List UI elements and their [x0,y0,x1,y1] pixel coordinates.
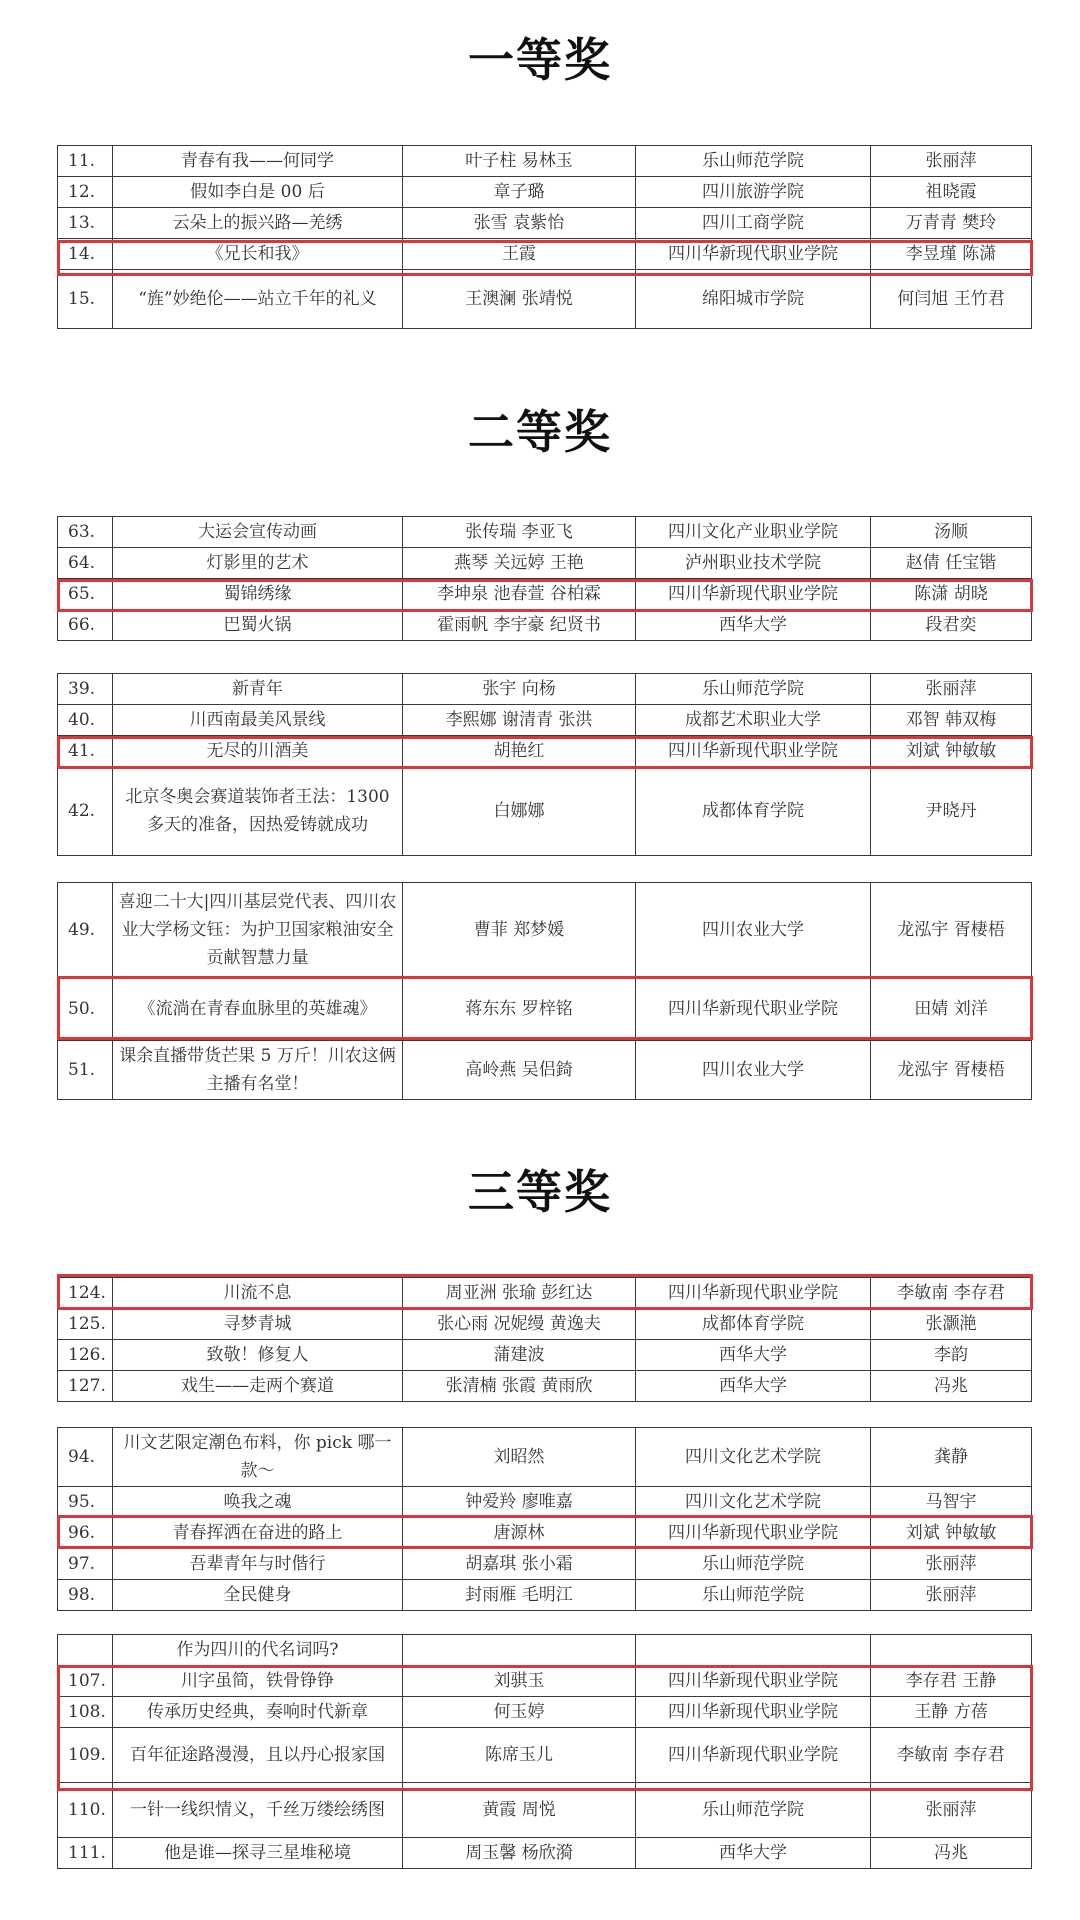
table-row [58,1635,1032,1666]
table-row [58,239,1032,270]
cell-school: 四川华新现代职业学院 [636,736,871,767]
cell-no: 12. [58,177,113,208]
cell-authors: 张清楠 张霞 黄雨欣 [403,1371,636,1402]
cell-teachers: 何闫旭 王竹君 [871,270,1032,329]
cell-authors: 胡嘉琪 张小霜 [403,1549,636,1580]
table-row [58,270,1032,329]
cell-teachers: 马智宇 [871,1487,1032,1518]
cell-authors: 封雨雁 毛明江 [403,1580,636,1611]
cell-title: 戏生——走两个赛道 [113,1371,403,1402]
cell-title: 全民健身 [113,1580,403,1611]
cell-no: 110. [58,1783,113,1838]
cell-no: 39. [58,674,113,705]
cell-teachers: 张丽萍 [871,1580,1032,1611]
cell-school: 四川华新现代职业学院 [636,1666,871,1697]
cell-teachers: 冯兆 [871,1838,1032,1869]
cell-no: 15. [58,270,113,329]
table-row [58,1666,1032,1697]
cell-school: 四川华新现代职业学院 [636,978,871,1041]
cell-teachers: 万青青 樊玲 [871,208,1032,239]
cell-school: 乐山师范学院 [636,1549,871,1580]
cell-authors: 王澳澜 张靖悦 [403,270,636,329]
cell-authors: 张宇 向杨 [403,674,636,705]
cell-teachers: 祖晓霞 [871,177,1032,208]
cell-no: 14. [58,239,113,270]
cell-school: 四川文化艺术学院 [636,1487,871,1518]
cell-title: 假如李白是 00 后 [113,177,403,208]
cell-authors: 刘昭然 [403,1428,636,1487]
third-prize-table-c [57,1634,1032,1869]
cell-authors: 刘骐玉 [403,1666,636,1697]
cell-authors: 蒲建波 [403,1340,636,1371]
cell-no: 41. [58,736,113,767]
table-row [58,1697,1032,1728]
cell-authors: 黄霞 周悦 [403,1783,636,1838]
cell-teachers: 张丽萍 [871,1549,1032,1580]
cell-title: 川文艺限定潮色布料，你 pick 哪一款～ [113,1428,403,1487]
cell-no: 111. [58,1838,113,1869]
cell-authors: 燕琴 关远婷 王艳 [403,548,636,579]
table-row [58,208,1032,239]
table-row [58,978,1032,1041]
cell-teachers: 张丽萍 [871,674,1032,705]
cell-school: 四川农业大学 [636,1041,871,1100]
cell-title: 云朵上的振兴路—羌绣 [113,208,403,239]
cell-title: 一针一线织情义，千丝万缕绘绣图 [113,1783,403,1838]
cell-school: 四川华新现代职业学院 [636,1518,871,1549]
cell-school: 乐山师范学院 [636,1783,871,1838]
cell-no: 96. [58,1518,113,1549]
cell-title: 蜀锦绣缘 [113,579,403,610]
cell-no: 63. [58,517,113,548]
cell-teachers: 龚静 [871,1428,1032,1487]
cell-authors: 唐源林 [403,1518,636,1549]
cell-no: 109. [58,1728,113,1783]
cell-title: 作为四川的代名词吗? [113,1635,403,1666]
cell-school: 西华大学 [636,1838,871,1869]
cell-title: 吾辈青年与时偕行 [113,1549,403,1580]
table-row [58,1518,1032,1549]
cell-school: 成都体育学院 [636,1309,871,1340]
cell-authors: 钟爱羚 廖唯嘉 [403,1487,636,1518]
cell-authors: 白娜娜 [403,767,636,856]
cell-title: 传承历史经典，奏响时代新章 [113,1697,403,1728]
cell-no: 127. [58,1371,113,1402]
cell-teachers: 段君奕 [871,610,1032,641]
second-prize-table-a [57,516,1032,641]
heading-third-prize: 三等奖 [468,1165,612,1219]
cell-title: 巴蜀火锅 [113,610,403,641]
cell-no: 11. [58,146,113,177]
cell-no: 125. [58,1309,113,1340]
cell-no: 51. [58,1041,113,1100]
cell-no: 13. [58,208,113,239]
cell-title: 青春挥洒在奋进的路上 [113,1518,403,1549]
cell-school: 四川文化产业职业学院 [636,517,871,548]
cell-school: 四川华新现代职业学院 [636,1697,871,1728]
table-row [58,1580,1032,1611]
cell-teachers: 李存君 王静 [871,1666,1032,1697]
cell-no: 107. [58,1666,113,1697]
cell-school: 四川华新现代职业学院 [636,239,871,270]
cell-title: “旌”妙绝伦——站立千年的礼义 [113,270,403,329]
cell-no: 124. [58,1278,113,1309]
cell-school: 四川文化艺术学院 [636,1428,871,1487]
cell-no: 66. [58,610,113,641]
cell-no [58,1635,113,1666]
cell-no: 64. [58,548,113,579]
cell-no: 50. [58,978,113,1041]
cell-authors: 何玉婷 [403,1697,636,1728]
cell-authors [403,1635,636,1666]
cell-teachers: 张丽萍 [871,1783,1032,1838]
cell-authors: 李熙娜 谢清青 张洪 [403,705,636,736]
table-row [58,1041,1032,1100]
table-row [58,517,1032,548]
cell-title: 灯影里的艺术 [113,548,403,579]
third-prize-table-a [57,1277,1032,1402]
cell-title: 川西南最美风景线 [113,705,403,736]
table-row [58,1428,1032,1487]
cell-school: 四川农业大学 [636,883,871,978]
cell-title: 新青年 [113,674,403,705]
cell-title: 百年征途路漫漫，且以丹心报家国 [113,1728,403,1783]
cell-school: 西华大学 [636,1371,871,1402]
cell-authors: 张雪 袁紫怡 [403,208,636,239]
table-row [58,767,1032,856]
cell-teachers: 李敏南 李存君 [871,1728,1032,1783]
cell-authors: 周玉馨 杨欣漪 [403,1838,636,1869]
table-row [58,1549,1032,1580]
cell-school: 四川工商学院 [636,208,871,239]
cell-school: 四川旅游学院 [636,177,871,208]
cell-authors: 章子璐 [403,177,636,208]
cell-school: 四川华新现代职业学院 [636,1278,871,1309]
cell-authors: 张心雨 况妮缦 黄逸夫 [403,1309,636,1340]
table-row [58,610,1032,641]
cell-teachers: 李昱瑾 陈潇 [871,239,1032,270]
cell-teachers [871,1635,1032,1666]
cell-title: 唤我之魂 [113,1487,403,1518]
heading-second-prize: 二等奖 [468,405,612,459]
cell-school: 西华大学 [636,1340,871,1371]
cell-title: 《兄长和我》 [113,239,403,270]
cell-teachers: 尹晓丹 [871,767,1032,856]
cell-title: 大运会宣传动画 [113,517,403,548]
cell-no: 40. [58,705,113,736]
second-prize-table-c [57,882,1032,1100]
cell-title: 川流不息 [113,1278,403,1309]
cell-title: 课余直播带货芒果 5 万斤！川农这俩主播有名堂！ [113,1041,403,1100]
cell-school: 西华大学 [636,610,871,641]
table-row [58,146,1032,177]
cell-no: 42. [58,767,113,856]
cell-no: 95. [58,1487,113,1518]
cell-title: 无尽的川酒美 [113,736,403,767]
cell-teachers: 刘斌 钟敏敏 [871,736,1032,767]
cell-teachers: 李韵 [871,1340,1032,1371]
cell-school: 乐山师范学院 [636,146,871,177]
cell-teachers: 赵倩 任宝锴 [871,548,1032,579]
table-row [58,705,1032,736]
cell-authors: 陈席玉儿 [403,1728,636,1783]
cell-no: 94. [58,1428,113,1487]
cell-no: 98. [58,1580,113,1611]
cell-teachers: 李敏南 李存君 [871,1278,1032,1309]
cell-teachers: 邓智 韩双梅 [871,705,1032,736]
cell-authors: 高岭燕 吴侣錡 [403,1041,636,1100]
second-prize-table-b [57,673,1032,856]
table-row [58,1728,1032,1783]
cell-no: 126. [58,1340,113,1371]
cell-teachers: 张灏滟 [871,1309,1032,1340]
cell-authors: 周亚洲 张瑜 彭红达 [403,1278,636,1309]
heading-first-prize: 一等奖 [468,33,612,87]
cell-title: 致敬！修复人 [113,1340,403,1371]
cell-authors: 王霞 [403,239,636,270]
cell-authors: 霍雨帆 李宇豪 纪贤书 [403,610,636,641]
cell-authors: 蒋东东 罗梓铭 [403,978,636,1041]
table-row [58,1371,1032,1402]
cell-no: 65. [58,579,113,610]
table-row [58,1838,1032,1869]
cell-teachers: 刘斌 钟敏敏 [871,1518,1032,1549]
cell-authors: 曹菲 郑梦媛 [403,883,636,978]
third-prize-table-b [57,1427,1032,1611]
cell-teachers: 汤顺 [871,517,1032,548]
table-row [58,548,1032,579]
cell-authors: 张传瑞 李亚飞 [403,517,636,548]
table-row [58,736,1032,767]
cell-title: 他是谁—探寻三星堆秘境 [113,1838,403,1869]
cell-no: 49. [58,883,113,978]
first-prize-table [57,145,1032,329]
cell-school: 乐山师范学院 [636,1580,871,1611]
cell-teachers: 陈潇 胡晓 [871,579,1032,610]
cell-teachers: 田婧 刘洋 [871,978,1032,1041]
cell-no: 97. [58,1549,113,1580]
cell-school [636,1635,871,1666]
cell-teachers: 张丽萍 [871,146,1032,177]
cell-teachers: 龙泓宇 胥棲梧 [871,1041,1032,1100]
cell-title: 青春有我——何同学 [113,146,403,177]
cell-teachers: 王静 方蓓 [871,1697,1032,1728]
table-row [58,883,1032,978]
table-row [58,177,1032,208]
cell-school: 四川华新现代职业学院 [636,579,871,610]
table-row [58,1783,1032,1838]
cell-title: 川字虽简，铁骨铮铮 [113,1666,403,1697]
cell-title: 喜迎二十大|四川基层党代表、四川农业大学杨文钰：为护卫国家粮油安全贡献智慧力量 [113,883,403,978]
cell-school: 成都艺术职业大学 [636,705,871,736]
cell-authors: 胡艳红 [403,736,636,767]
table-row [58,579,1032,610]
cell-title: 北京冬奥会赛道装饰者王法：1300 多天的准备，因热爱铸就成功 [113,767,403,856]
table-row [58,1278,1032,1309]
table-row [58,1309,1032,1340]
cell-no: 108. [58,1697,113,1728]
cell-teachers: 龙泓宇 胥棲梧 [871,883,1032,978]
cell-school: 绵阳城市学院 [636,270,871,329]
cell-teachers: 冯兆 [871,1371,1032,1402]
table-row [58,674,1032,705]
cell-school: 乐山师范学院 [636,674,871,705]
table-row [58,1340,1032,1371]
cell-school: 成都体育学院 [636,767,871,856]
cell-title: 寻梦青城 [113,1309,403,1340]
table-row [58,1487,1032,1518]
cell-school: 泸州职业技术学院 [636,548,871,579]
cell-school: 四川华新现代职业学院 [636,1728,871,1783]
cell-authors: 李坤泉 池春萱 谷柏霖 [403,579,636,610]
cell-authors: 叶子柱 易林玉 [403,146,636,177]
cell-title: 《流淌在青春血脉里的英雄魂》 [113,978,403,1041]
